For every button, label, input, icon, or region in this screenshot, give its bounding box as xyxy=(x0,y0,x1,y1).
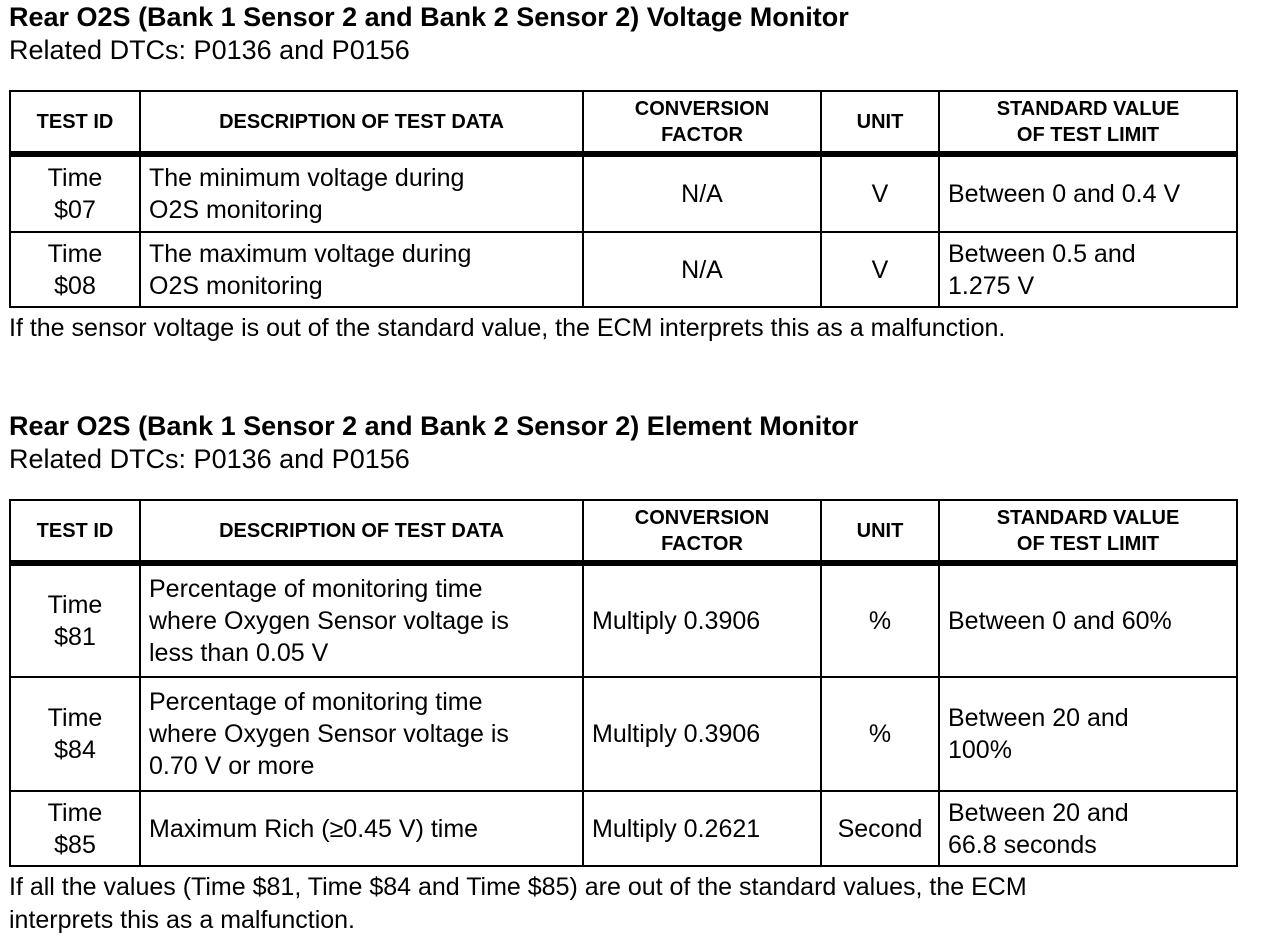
element-monitor-section xyxy=(9,409,1236,937)
table-row xyxy=(10,154,1237,232)
test-id-cell: Time $81 xyxy=(10,563,140,677)
conversion-cell: N/A xyxy=(583,154,821,232)
header-description: DESCRIPTION OF TEST DATA xyxy=(140,500,583,563)
header-standard-value: STANDARD VALUE OF TEST LIMIT xyxy=(939,91,1237,154)
section-title: Rear O2S (Bank 1 Sensor 2 and Bank 2 Sensor 2) Voltage Monitor xyxy=(9,2,849,32)
element-monitor-table xyxy=(9,499,1238,867)
voltage-monitor-section xyxy=(9,0,1236,345)
conversion-cell: N/A xyxy=(583,232,821,307)
test-id-cell: Time $85 xyxy=(10,791,140,866)
table-header-row xyxy=(10,500,1237,563)
header-description: DESCRIPTION OF TEST DATA xyxy=(140,91,583,154)
header-standard-value: STANDARD VALUE OF TEST LIMIT xyxy=(939,500,1237,563)
test-id-cell: Time $84 xyxy=(10,677,140,791)
header-test-id: TEST ID xyxy=(10,500,140,563)
unit-cell: % xyxy=(821,677,939,791)
standard-value-cell: Between 20 and 100% xyxy=(939,677,1237,791)
description-cell: Percentage of monitoring time where Oxygen Sensor voltage is 0.70 V or more xyxy=(140,677,583,791)
description-cell: Maximum Rich (≥0.45 V) time xyxy=(140,791,583,866)
conversion-cell: Multiply 0.3906 xyxy=(583,563,821,677)
table-row xyxy=(10,791,1237,866)
header-conversion-factor: CONVERSION FACTOR xyxy=(583,91,821,154)
header-test-id: TEST ID xyxy=(10,91,140,154)
standard-value-cell: Between 0 and 0.4 V xyxy=(939,154,1237,232)
header-conversion-factor: CONVERSION FACTOR xyxy=(583,500,821,563)
unit-cell: Second xyxy=(821,791,939,866)
unit-cell: V xyxy=(821,154,939,232)
header-unit: UNIT xyxy=(821,500,939,563)
unit-cell: % xyxy=(821,563,939,677)
test-id-cell: Time $08 xyxy=(10,232,140,307)
section-title: Rear O2S (Bank 1 Sensor 2 and Bank 2 Sensor 2) Element Monitor xyxy=(9,411,859,441)
description-cell: The minimum voltage during O2S monitoring xyxy=(140,154,583,232)
description-cell: The maximum voltage during O2S monitoring xyxy=(140,232,583,307)
header-unit: UNIT xyxy=(821,91,939,154)
standard-value-cell: Between 20 and 66.8 seconds xyxy=(939,791,1237,866)
unit-cell: V xyxy=(821,232,939,307)
conversion-cell: Multiply 0.3906 xyxy=(583,677,821,791)
table-row xyxy=(10,677,1237,791)
voltage-monitor-table xyxy=(9,90,1238,308)
standard-value-cell: Between 0.5 and 1.275 V xyxy=(939,232,1237,307)
related-dtcs: Related DTCs: P0136 and P0156 xyxy=(9,35,410,65)
conversion-cell: Multiply 0.2621 xyxy=(583,791,821,866)
standard-value-cell: Between 0 and 60% xyxy=(939,563,1237,677)
malfunction-note: If the sensor voltage is out of the standard value, the ECM interprets this as a malfunction. xyxy=(9,314,1006,342)
malfunction-note: If all the values (Time $81, Time $84 and Time $85) are out of the standard values, the ECM interprets this as a malfunction. xyxy=(9,873,1027,934)
test-id-cell: Time $07 xyxy=(10,154,140,232)
related-dtcs: Related DTCs: P0136 and P0156 xyxy=(9,444,410,474)
table-row xyxy=(10,232,1237,307)
table-row xyxy=(10,563,1237,677)
description-cell: Percentage of monitoring time where Oxygen Sensor voltage is less than 0.05 V xyxy=(140,563,583,677)
table-header-row xyxy=(10,91,1237,154)
